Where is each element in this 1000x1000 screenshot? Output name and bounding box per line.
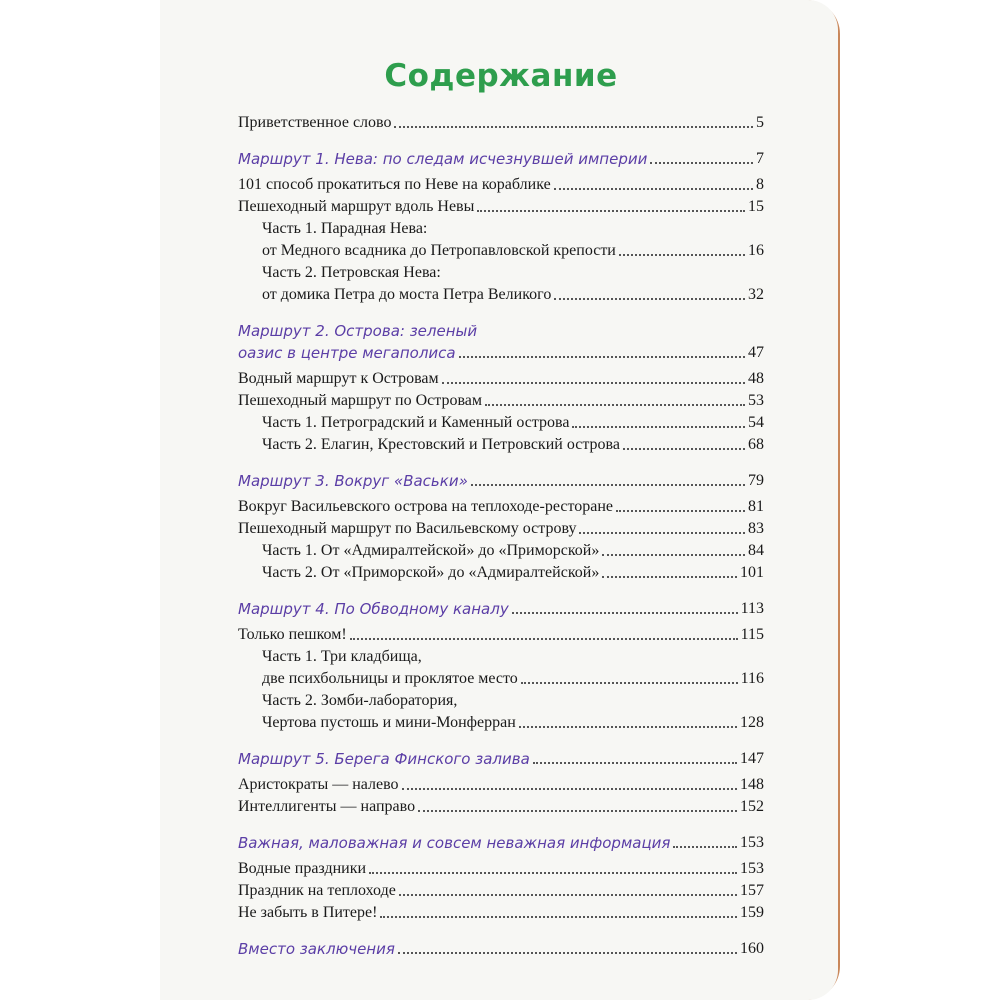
toc-page-number: 47	[748, 344, 764, 361]
dot-leader	[369, 872, 737, 874]
toc-entry-line: Часть 1. Три кладбища,	[262, 648, 422, 665]
toc-entry	[238, 284, 764, 306]
toc-entry-title: оазис в центре мегаполиса	[238, 344, 456, 362]
toc-entry-title: Часть 2. Елагин, Крестовский и Петровский острова	[262, 436, 620, 453]
toc-entry-title: две психбольницы и проклятое место	[262, 670, 518, 687]
dot-leader	[350, 638, 738, 640]
toc-entry-title: Вокруг Васильевского острова на теплоходе-ресторане	[238, 498, 613, 515]
toc-page-number: 15	[748, 198, 764, 215]
route-heading	[238, 938, 764, 960]
dot-leader	[380, 916, 737, 918]
toc-section	[238, 832, 764, 924]
toc-section	[238, 938, 764, 960]
dot-leader	[471, 484, 745, 486]
toc-entry	[238, 562, 764, 584]
toc-section	[238, 320, 764, 456]
toc-entry-title: Часть 1. Петроградский и Каменный острова	[262, 414, 570, 431]
toc-section	[238, 112, 764, 134]
route-heading	[238, 470, 764, 492]
route-heading	[238, 748, 764, 770]
toc-section	[238, 748, 764, 818]
route-heading	[238, 148, 764, 170]
dot-leader	[418, 810, 737, 812]
toc-entry	[238, 496, 764, 518]
toc-entry	[238, 858, 764, 880]
toc-entry	[238, 774, 764, 796]
toc-page-number: 7	[756, 150, 764, 167]
toc-entry-title: Пешеходный маршрут вдоль Невы	[238, 198, 475, 215]
toc-entry-line: Часть 2. Зомби-лаборатория,	[262, 692, 458, 709]
toc-entry	[238, 412, 764, 434]
toc-entry	[238, 880, 764, 902]
toc-entry-title: Чертова пустошь и мини-Монферран	[262, 714, 516, 731]
dot-leader	[650, 162, 753, 164]
toc-page-number: 159	[740, 904, 764, 921]
toc-entry	[238, 712, 764, 734]
dot-leader	[533, 762, 737, 764]
toc-page-number: 128	[740, 714, 764, 731]
dot-leader	[394, 126, 753, 128]
route-heading-row	[238, 832, 764, 854]
toc-page-number: 81	[748, 498, 764, 515]
toc-page-number: 152	[740, 798, 764, 815]
toc-entry-title: от Медного всадника до Петропавловской крепости	[262, 242, 616, 259]
page	[160, 0, 838, 1000]
toc-page-number: 101	[740, 564, 764, 581]
route-heading-row	[238, 748, 764, 770]
route-heading	[238, 598, 764, 620]
toc-entry	[238, 112, 764, 134]
toc-page-number: 115	[740, 626, 764, 643]
toc-entry-title: Аристократы — налево	[238, 776, 399, 793]
toc-entry-title: от домика Петра до моста Петра Великого	[262, 286, 552, 303]
toc-entry-title: Интеллигенты — направо	[238, 798, 416, 815]
dot-leader	[402, 788, 737, 790]
dot-leader	[623, 448, 745, 450]
toc-entry-title: Маршрут 1. Нева: по следам исчезнувшей империи	[238, 150, 648, 168]
route-heading-line: Маршрут 2. Острова: зеленый	[238, 322, 478, 340]
toc-entry-title: Маршрут 3. Вокруг «Васьки»	[238, 472, 468, 490]
dot-leader	[519, 726, 737, 728]
toc-entry-title: Вместо заключения	[238, 940, 395, 958]
route-heading-row	[238, 342, 764, 364]
toc-entry	[238, 174, 764, 196]
toc-entry-title: Водный маршрут к Островам	[238, 370, 439, 387]
toc-page-number: 157	[740, 882, 764, 899]
dot-leader	[442, 382, 745, 384]
toc-page-number: 116	[740, 670, 764, 687]
route-heading	[238, 832, 764, 854]
dot-leader	[477, 210, 745, 212]
toc-page-number: 54	[748, 414, 764, 431]
toc-page-number: 160	[740, 940, 764, 957]
dot-leader	[512, 612, 738, 614]
toc-section	[238, 598, 764, 734]
route-heading-row	[238, 470, 764, 492]
dot-leader	[572, 426, 745, 428]
toc-page-number: 83	[748, 520, 764, 537]
toc-entry-title: Пешеходный маршрут по Островам	[238, 392, 483, 409]
route-heading-row	[238, 598, 764, 620]
toc-entry-title: Приветственное слово	[238, 114, 392, 131]
dot-leader	[459, 356, 745, 358]
toc-page-number: 113	[740, 600, 764, 617]
toc-entry	[238, 390, 764, 412]
toc-entry-title: Пешеходный маршрут по Васильевскому острову	[238, 520, 577, 537]
dot-leader	[619, 254, 745, 256]
toc-entry-title: Часть 1. От «Адмиралтейской» до «Приморской»	[262, 542, 600, 559]
dot-leader	[602, 576, 737, 578]
toc-page-number: 153	[740, 834, 764, 851]
toc-page-number: 84	[748, 542, 764, 559]
toc-entry	[238, 518, 764, 540]
toc-entry-line: Часть 1. Парадная Нева:	[262, 220, 428, 237]
toc-page-number: 32	[748, 286, 764, 303]
dot-leader	[521, 682, 738, 684]
dot-leader	[602, 554, 745, 556]
toc-page-number: 48	[748, 370, 764, 387]
dot-leader	[485, 404, 745, 406]
route-heading-row	[238, 148, 764, 170]
dot-leader	[554, 298, 745, 300]
toc-page-number: 147	[740, 750, 764, 767]
toc-entry-line: Часть 2. Петровская Нева:	[262, 264, 441, 281]
page-title: Содержание	[384, 58, 618, 94]
toc-page-number: 68	[748, 436, 764, 453]
toc-entry	[238, 796, 764, 818]
dot-leader	[616, 510, 745, 512]
toc-section	[238, 148, 764, 306]
toc-entry	[238, 196, 764, 218]
toc-entry	[238, 668, 764, 690]
toc-entry-title: Праздник на теплоходе	[238, 882, 396, 899]
toc-entry-title: Часть 2. От «Приморской» до «Адмиралтейской»	[262, 564, 600, 581]
toc-page-number: 8	[756, 176, 764, 193]
dot-leader	[554, 188, 753, 190]
toc-page-number: 5	[756, 114, 764, 131]
dot-leader	[398, 952, 737, 954]
toc-entry	[238, 902, 764, 924]
toc-entry	[238, 434, 764, 456]
toc-entry-title: Водные праздники	[238, 860, 367, 877]
toc-entry-title: 101 способ прокатиться по Неве на кораблике	[238, 176, 551, 193]
toc-entry-title: Маршрут 4. По Обводному каналу	[238, 600, 509, 618]
toc-entry	[238, 624, 764, 646]
toc-entry	[238, 540, 764, 562]
table-of-contents	[238, 112, 764, 960]
dot-leader	[399, 894, 737, 896]
toc-page-number: 79	[748, 472, 764, 489]
dot-leader	[579, 532, 745, 534]
toc-page-number: 53	[748, 392, 764, 409]
toc-page-number: 148	[740, 776, 764, 793]
toc-entry-title: Только пешком!	[238, 626, 347, 643]
toc-entry	[238, 368, 764, 390]
toc-page-number: 16	[748, 242, 764, 259]
toc-entry	[238, 240, 764, 262]
toc-entry-title: Не забыть в Питере!	[238, 904, 378, 921]
toc-entry-title: Маршрут 5. Берега Финского залива	[238, 750, 530, 768]
toc-entry-title: Важная, маловажная и совсем неважная информация	[238, 834, 671, 852]
toc-section	[238, 470, 764, 584]
dot-leader	[673, 846, 737, 848]
toc-page-number: 153	[740, 860, 764, 877]
route-heading-row	[238, 938, 764, 960]
route-heading	[238, 320, 764, 364]
